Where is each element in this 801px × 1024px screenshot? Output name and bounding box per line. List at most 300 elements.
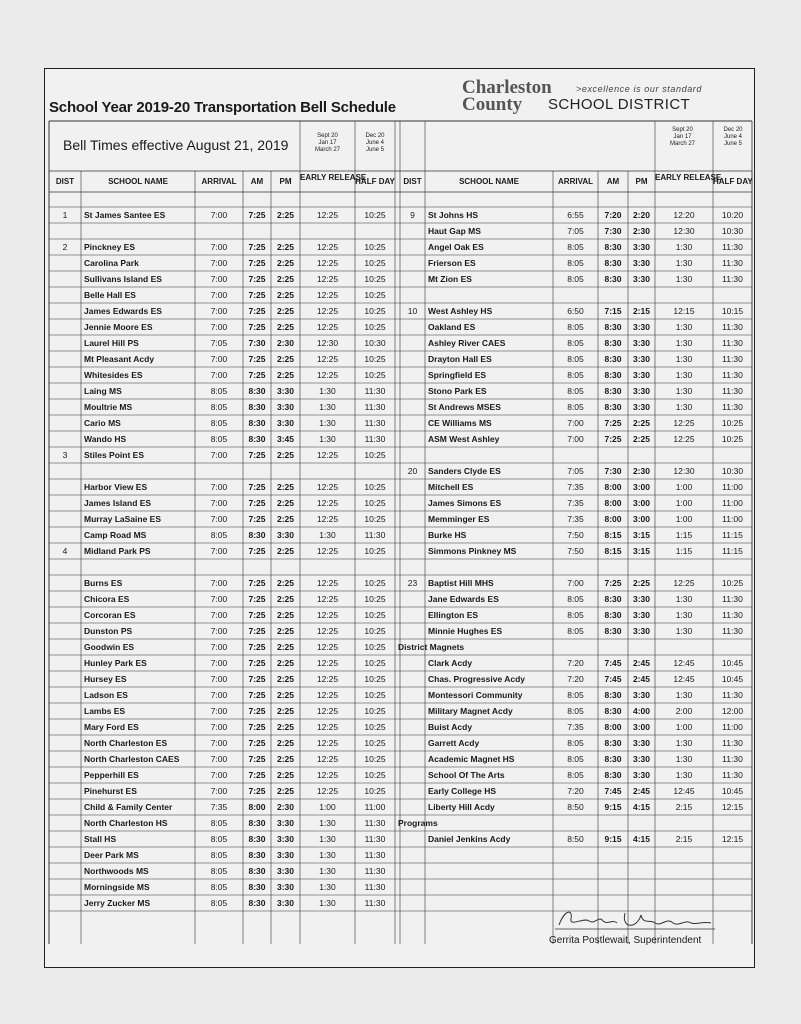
pm-bell: 3:30 bbox=[632, 242, 650, 252]
am-bell: 8:30 bbox=[604, 610, 622, 620]
half-day-time: 11:00 bbox=[364, 802, 386, 812]
school-name: Oakland ES bbox=[428, 322, 476, 332]
school-name: Ellington ES bbox=[428, 610, 479, 620]
school-name: Angel Oak ES bbox=[428, 242, 484, 252]
arrival-time: 7:00 bbox=[210, 274, 228, 284]
pm-bell: 2:25 bbox=[276, 642, 294, 652]
pm-bell: 2:25 bbox=[276, 450, 294, 460]
school-name: Moultrie MS bbox=[84, 402, 133, 412]
early-release-time: 12:25 bbox=[316, 450, 339, 460]
pm-bell: 3:30 bbox=[632, 754, 650, 764]
arrival-time: 8:05 bbox=[567, 690, 584, 700]
early-release-time: 12:25 bbox=[316, 210, 339, 220]
school-name: James Edwards ES bbox=[84, 306, 162, 316]
pm-bell: 3:30 bbox=[276, 418, 294, 428]
half-day-time: 10:25 bbox=[364, 642, 386, 652]
half-day-time: 11:30 bbox=[722, 274, 743, 284]
early-release-time: 12:25 bbox=[316, 290, 339, 300]
am-bell: 8:30 bbox=[604, 242, 622, 252]
header-school: SCHOOL NAME bbox=[108, 177, 168, 186]
school-name: Memminger ES bbox=[428, 514, 490, 524]
am-bell: 8:30 bbox=[604, 738, 622, 748]
half-day-time: 10:25 bbox=[364, 514, 386, 524]
am-bell: 8:00 bbox=[604, 514, 622, 524]
pm-bell: 3:30 bbox=[632, 594, 650, 604]
half-day-time: 11:30 bbox=[722, 738, 743, 748]
arrival-time: 8:05 bbox=[567, 322, 584, 332]
pm-bell: 3:30 bbox=[632, 338, 650, 348]
arrival-time: 7:00 bbox=[210, 754, 228, 764]
pm-bell: 3:00 bbox=[632, 482, 650, 492]
early-release-time: 1:30 bbox=[675, 322, 693, 332]
school-name: Ashley River CAES bbox=[428, 338, 506, 348]
half-day-time: 10:45 bbox=[721, 658, 744, 668]
half-day-time: 10:25 bbox=[364, 498, 386, 508]
pm-bell: 2:30 bbox=[276, 802, 294, 812]
arrival-time: 8:05 bbox=[210, 402, 228, 412]
pm-bell: 2:25 bbox=[632, 418, 650, 428]
pm-bell: 3:30 bbox=[632, 354, 650, 364]
early-release-time: 12:25 bbox=[316, 594, 339, 604]
half-day-time: 10:25 bbox=[364, 610, 386, 620]
pm-bell: 3:30 bbox=[632, 738, 650, 748]
school-name: Cario MS bbox=[84, 418, 121, 428]
am-bell: 7:25 bbox=[248, 754, 266, 764]
am-bell: 7:25 bbox=[248, 274, 266, 284]
am-bell: 8:00 bbox=[604, 498, 622, 508]
am-bell: 7:25 bbox=[248, 242, 266, 252]
half-day-time: 10:25 bbox=[364, 210, 386, 220]
half-day-time: 11:30 bbox=[364, 866, 386, 876]
early-release-time: 12:25 bbox=[316, 626, 339, 636]
half-day-time: 11:30 bbox=[364, 850, 386, 860]
arrival-time: 7:20 bbox=[567, 658, 584, 668]
am-bell: 8:30 bbox=[604, 402, 622, 412]
am-bell: 8:30 bbox=[248, 434, 266, 444]
school-name: CE Williams MS bbox=[428, 418, 492, 428]
early-release-time: 12:25 bbox=[316, 690, 339, 700]
arrival-time: 8:05 bbox=[210, 898, 228, 908]
pm-bell: 2:25 bbox=[276, 514, 294, 524]
school-name: Hursey ES bbox=[84, 674, 127, 684]
arrival-time: 8:05 bbox=[567, 386, 584, 396]
district-number: 3 bbox=[62, 450, 68, 460]
school-name: Whitesides ES bbox=[84, 370, 143, 380]
half-day-time: 10:25 bbox=[721, 418, 744, 428]
arrival-time: 7:00 bbox=[210, 210, 228, 220]
am-bell: 8:00 bbox=[604, 722, 622, 732]
am-bell: 7:25 bbox=[248, 322, 266, 332]
pm-bell: 2:25 bbox=[276, 610, 294, 620]
pm-bell: 2:25 bbox=[276, 546, 294, 556]
school-name: Deer Park MS bbox=[84, 850, 139, 860]
school-name: Chas. Progressive Acdy bbox=[428, 674, 526, 684]
pm-bell: 2:25 bbox=[276, 354, 294, 364]
school-name: St Andrews MSES bbox=[428, 402, 501, 412]
arrival-time: 7:00 bbox=[210, 594, 228, 604]
arrival-time: 8:05 bbox=[567, 770, 584, 780]
early-release-time: 1:30 bbox=[319, 866, 336, 876]
am-bell: 8:30 bbox=[248, 530, 266, 540]
arrival-time: 7:00 bbox=[210, 690, 228, 700]
am-bell: 7:25 bbox=[248, 290, 266, 300]
pm-bell: 2:25 bbox=[276, 674, 294, 684]
pm-bell: 2:25 bbox=[276, 690, 294, 700]
half-day-time: 11:30 bbox=[364, 882, 386, 892]
school-name: Mt Zion ES bbox=[428, 274, 472, 284]
early-release-time: 12:30 bbox=[673, 466, 695, 476]
school-name: Belle Hall ES bbox=[84, 290, 136, 300]
arrival-time: 8:05 bbox=[210, 386, 228, 396]
arrival-time: 7:50 bbox=[567, 530, 584, 540]
early-release-time: 12:25 bbox=[316, 578, 339, 588]
early-release-time: 1:30 bbox=[319, 834, 336, 844]
early-release-time: 12:45 bbox=[673, 658, 695, 668]
arrival-time: 8:05 bbox=[567, 610, 584, 620]
early-release-time: 12:30 bbox=[673, 226, 695, 236]
school-name: Murray LaSaine ES bbox=[84, 514, 162, 524]
early-release-time: 12:25 bbox=[316, 322, 339, 332]
pm-bell: 3:30 bbox=[276, 818, 294, 828]
arrival-time: 8:05 bbox=[567, 242, 584, 252]
am-bell: 7:25 bbox=[248, 626, 266, 636]
half-day-time: 10:25 bbox=[364, 450, 386, 460]
early-release-time: 12:25 bbox=[316, 274, 339, 284]
arrival-time: 8:05 bbox=[567, 594, 584, 604]
school-name: Corcoran ES bbox=[84, 610, 136, 620]
early-release-time: 12:25 bbox=[316, 546, 339, 556]
half-day-time: 10:25 bbox=[364, 258, 386, 268]
pm-bell: 3:30 bbox=[276, 834, 294, 844]
school-name: Mitchell ES bbox=[428, 482, 474, 492]
half-day-time: 11:00 bbox=[722, 482, 743, 492]
date-note: Dec 20 June 4 June 5 bbox=[723, 127, 743, 147]
pm-bell: 2:25 bbox=[632, 578, 650, 588]
header-early-release: EARLY RELEASE bbox=[655, 173, 722, 182]
arrival-time: 7:00 bbox=[210, 370, 228, 380]
arrival-time: 7:00 bbox=[210, 642, 228, 652]
pm-bell: 2:25 bbox=[276, 306, 294, 316]
district-number: 20 bbox=[407, 466, 418, 476]
pm-bell: 3:30 bbox=[632, 258, 650, 268]
half-day-time: 10:25 bbox=[364, 722, 386, 732]
am-bell: 7:25 bbox=[248, 514, 266, 524]
arrival-time: 7:00 bbox=[567, 578, 584, 588]
half-day-time: 10:25 bbox=[364, 770, 386, 780]
pm-bell: 3:30 bbox=[632, 322, 650, 332]
arrival-time: 7:00 bbox=[210, 290, 228, 300]
am-bell: 7:25 bbox=[248, 674, 266, 684]
header-pm: PM bbox=[635, 177, 648, 186]
pm-bell: 3:00 bbox=[632, 722, 650, 732]
early-release-time: 12:25 bbox=[316, 770, 339, 780]
school-name: Simmons Pinkney MS bbox=[428, 546, 517, 556]
arrival-time: 8:05 bbox=[567, 402, 584, 412]
half-day-time: 10:25 bbox=[364, 786, 386, 796]
school-name: Morningside MS bbox=[84, 882, 150, 892]
arrival-time: 8:05 bbox=[210, 850, 228, 860]
half-day-time: 11:30 bbox=[364, 402, 386, 412]
pm-bell: 3:30 bbox=[632, 610, 650, 620]
logo-tagline: >excellence is our standard bbox=[576, 84, 703, 94]
school-name: Laurel Hill PS bbox=[84, 338, 139, 348]
early-release-time: 1:15 bbox=[675, 530, 693, 540]
half-day-time: 10:25 bbox=[364, 306, 386, 316]
am-bell: 8:30 bbox=[604, 690, 622, 700]
school-name: St James Santee ES bbox=[84, 210, 166, 220]
arrival-time: 8:05 bbox=[567, 274, 584, 284]
pm-bell: 2:25 bbox=[276, 626, 294, 636]
early-release-time: 1:00 bbox=[675, 498, 693, 508]
school-name: Goodwin ES bbox=[84, 642, 135, 652]
arrival-time: 7:00 bbox=[210, 354, 228, 364]
school-name: Academic Magnet HS bbox=[428, 754, 515, 764]
early-release-time: 1:30 bbox=[319, 530, 336, 540]
early-release-time: 12:25 bbox=[316, 786, 339, 796]
arrival-time: 6:50 bbox=[567, 306, 584, 316]
district-number: 23 bbox=[407, 578, 418, 588]
early-release-time: 1:30 bbox=[319, 418, 336, 428]
school-name: James Island ES bbox=[84, 498, 152, 508]
half-day-time: 10:25 bbox=[364, 290, 386, 300]
early-release-time: 1:30 bbox=[319, 898, 336, 908]
arrival-time: 8:05 bbox=[210, 834, 228, 844]
half-day-time: 10:25 bbox=[364, 594, 386, 604]
early-release-time: 12:25 bbox=[316, 706, 339, 716]
school-name: Carolina Park bbox=[84, 258, 139, 268]
arrival-time: 7:35 bbox=[567, 722, 584, 732]
school-name: Lambs ES bbox=[84, 706, 126, 716]
arrival-time: 7:00 bbox=[210, 722, 228, 732]
am-bell: 8:00 bbox=[604, 482, 622, 492]
date-note: Sept 20 Jan 17 March 27 bbox=[669, 127, 695, 147]
half-day-time: 10:25 bbox=[364, 546, 386, 556]
am-bell: 8:30 bbox=[604, 258, 622, 268]
pm-bell: 3:30 bbox=[276, 530, 294, 540]
half-day-time: 11:30 bbox=[364, 530, 386, 540]
am-bell: 8:30 bbox=[604, 354, 622, 364]
arrival-time: 7:00 bbox=[210, 258, 228, 268]
am-bell: 8:30 bbox=[248, 866, 266, 876]
arrival-time: 7:00 bbox=[210, 770, 228, 780]
arrival-time: 7:05 bbox=[567, 226, 584, 236]
am-bell: 8:30 bbox=[604, 754, 622, 764]
half-day-time: 10:25 bbox=[721, 434, 744, 444]
arrival-time: 7:00 bbox=[210, 514, 228, 524]
half-day-time: 10:25 bbox=[721, 578, 744, 588]
school-name: James Simons ES bbox=[428, 498, 502, 508]
school-name: Stiles Point ES bbox=[84, 450, 144, 460]
early-release-time: 12:25 bbox=[316, 370, 339, 380]
am-bell: 7:25 bbox=[248, 706, 266, 716]
school-name: Camp Road MS bbox=[84, 530, 147, 540]
early-release-time: 2:00 bbox=[675, 706, 693, 716]
pm-bell: 3:30 bbox=[632, 386, 650, 396]
half-day-time: 10:25 bbox=[364, 658, 386, 668]
arrival-time: 8:05 bbox=[567, 626, 584, 636]
am-bell: 8:30 bbox=[248, 850, 266, 860]
am-bell: 8:30 bbox=[604, 338, 622, 348]
half-day-time: 10:30 bbox=[364, 338, 386, 348]
pm-bell: 2:25 bbox=[276, 754, 294, 764]
district-number: 9 bbox=[410, 210, 415, 220]
am-bell: 7:25 bbox=[248, 258, 266, 268]
school-name: Wando HS bbox=[84, 434, 127, 444]
am-bell: 8:30 bbox=[248, 898, 266, 908]
half-day-time: 11:30 bbox=[722, 594, 743, 604]
school-name: Garrett Acdy bbox=[428, 738, 480, 748]
arrival-time: 7:00 bbox=[210, 322, 228, 332]
date-note: Sept 20 Jan 17 March 27 bbox=[314, 133, 340, 153]
arrival-time: 7:00 bbox=[210, 786, 228, 796]
arrival-time: 7:00 bbox=[210, 306, 228, 316]
half-day-time: 11:15 bbox=[722, 530, 743, 540]
header-arrival: ARRIVAL bbox=[201, 177, 237, 186]
early-release-time: 1:30 bbox=[675, 738, 693, 748]
am-bell: 7:25 bbox=[248, 594, 266, 604]
half-day-time: 12:00 bbox=[721, 706, 744, 716]
am-bell: 8:30 bbox=[248, 418, 266, 428]
district-logo bbox=[448, 77, 748, 117]
half-day-time: 11:30 bbox=[364, 434, 386, 444]
pm-bell: 3:15 bbox=[632, 546, 650, 556]
pm-bell: 4:15 bbox=[632, 802, 650, 812]
arrival-time: 8:05 bbox=[567, 706, 584, 716]
school-name: Daniel Jenkins Acdy bbox=[428, 834, 511, 844]
school-name: Mary Ford ES bbox=[84, 722, 139, 732]
am-bell: 7:25 bbox=[248, 450, 266, 460]
arrival-time: 7:00 bbox=[567, 418, 584, 428]
early-release-time: 1:30 bbox=[675, 626, 693, 636]
pm-bell: 4:15 bbox=[632, 834, 650, 844]
arrival-time: 7:00 bbox=[210, 482, 228, 492]
early-release-time: 12:25 bbox=[673, 434, 695, 444]
half-day-time: 10:25 bbox=[364, 578, 386, 588]
half-day-time: 11:00 bbox=[722, 498, 743, 508]
am-bell: 7:25 bbox=[248, 690, 266, 700]
arrival-time: 7:00 bbox=[210, 610, 228, 620]
section-programs: Programs bbox=[398, 818, 438, 828]
school-name: Montessori Community bbox=[428, 690, 523, 700]
half-day-time: 10:25 bbox=[364, 706, 386, 716]
school-name: Frierson ES bbox=[428, 258, 476, 268]
early-release-time: 1:30 bbox=[319, 386, 336, 396]
early-release-time: 1:30 bbox=[675, 354, 693, 364]
early-release-time: 1:30 bbox=[675, 690, 693, 700]
pm-bell: 2:25 bbox=[276, 322, 294, 332]
school-name: Stall HS bbox=[84, 834, 117, 844]
school-name: Northwoods MS bbox=[84, 866, 149, 876]
school-name: Dunston PS bbox=[84, 626, 133, 636]
logo-line-2a: County bbox=[462, 94, 523, 115]
early-release-time: 12:20 bbox=[673, 210, 695, 220]
early-release-time: 12:45 bbox=[673, 786, 695, 796]
am-bell: 7:25 bbox=[248, 306, 266, 316]
school-name: Springfield ES bbox=[428, 370, 487, 380]
early-release-time: 12:25 bbox=[316, 482, 339, 492]
school-name: Liberty Hill Acdy bbox=[428, 802, 495, 812]
arrival-time: 8:05 bbox=[567, 338, 584, 348]
pm-bell: 4:00 bbox=[632, 706, 650, 716]
pm-bell: 2:25 bbox=[276, 578, 294, 588]
half-day-time: 10:25 bbox=[364, 322, 386, 332]
early-release-time: 12:25 bbox=[316, 754, 339, 764]
half-day-time: 10:30 bbox=[721, 466, 744, 476]
district-number: 10 bbox=[407, 306, 418, 316]
school-name: Pepperhill ES bbox=[84, 770, 139, 780]
early-release-time: 1:30 bbox=[319, 434, 336, 444]
pm-bell: 2:25 bbox=[276, 738, 294, 748]
arrival-time: 8:05 bbox=[210, 530, 228, 540]
arrival-time: 7:00 bbox=[210, 738, 228, 748]
am-bell: 7:25 bbox=[604, 578, 622, 588]
arrival-time: 7:05 bbox=[210, 338, 228, 348]
school-name: North Charleston ES bbox=[84, 738, 168, 748]
school-name: Drayton Hall ES bbox=[428, 354, 492, 364]
pm-bell: 3:30 bbox=[276, 866, 294, 876]
am-bell: 7:30 bbox=[248, 338, 266, 348]
early-release-time: 1:30 bbox=[675, 242, 693, 252]
header-arrival: ARRIVAL bbox=[558, 177, 593, 186]
pm-bell: 3:30 bbox=[276, 386, 294, 396]
header-am: AM bbox=[250, 177, 264, 186]
early-release-time: 1:30 bbox=[675, 754, 693, 764]
pm-bell: 2:25 bbox=[276, 258, 294, 268]
arrival-time: 7:00 bbox=[210, 546, 228, 556]
arrival-time: 8:05 bbox=[210, 866, 228, 876]
am-bell: 7:25 bbox=[248, 786, 266, 796]
arrival-time: 7:00 bbox=[210, 242, 228, 252]
early-release-time: 1:15 bbox=[675, 546, 693, 556]
am-bell: 7:25 bbox=[248, 546, 266, 556]
am-bell: 8:30 bbox=[248, 402, 266, 412]
school-name: Jane Edwards ES bbox=[428, 594, 499, 604]
header-half-day: HALF DAY bbox=[713, 177, 753, 186]
am-bell: 7:25 bbox=[604, 434, 622, 444]
early-release-time: 1:30 bbox=[319, 818, 336, 828]
header-dist: DIST bbox=[55, 177, 75, 186]
pm-bell: 3:30 bbox=[276, 898, 294, 908]
arrival-time: 7:20 bbox=[567, 786, 584, 796]
arrival-time: 7:35 bbox=[567, 498, 584, 508]
early-release-time: 1:30 bbox=[675, 258, 693, 268]
arrival-time: 8:05 bbox=[210, 434, 228, 444]
am-bell: 7:25 bbox=[248, 642, 266, 652]
school-name: Harbor View ES bbox=[84, 482, 148, 492]
logo-line-1: Charleston bbox=[462, 77, 552, 98]
am-bell: 8:15 bbox=[604, 546, 622, 556]
header-dist: DIST bbox=[403, 177, 422, 186]
half-day-time: 10:30 bbox=[721, 226, 744, 236]
am-bell: 7:45 bbox=[604, 674, 622, 684]
arrival-time: 7:05 bbox=[567, 466, 584, 476]
early-release-time: 12:30 bbox=[316, 338, 339, 348]
half-day-time: 11:30 bbox=[722, 354, 743, 364]
pm-bell: 2:20 bbox=[632, 210, 650, 220]
early-release-time: 1:30 bbox=[675, 770, 693, 780]
early-release-time: 12:25 bbox=[316, 258, 339, 268]
half-day-time: 11:30 bbox=[722, 338, 743, 348]
half-day-time: 10:15 bbox=[721, 306, 744, 316]
half-day-time: 10:25 bbox=[364, 242, 386, 252]
school-name: Hunley Park ES bbox=[84, 658, 147, 668]
half-day-time: 10:25 bbox=[364, 674, 386, 684]
early-release-time: 1:30 bbox=[675, 610, 693, 620]
arrival-time: 8:05 bbox=[567, 370, 584, 380]
am-bell: 7:45 bbox=[604, 658, 622, 668]
arrival-time: 8:05 bbox=[210, 818, 228, 828]
school-name: Pinckney ES bbox=[84, 242, 136, 252]
